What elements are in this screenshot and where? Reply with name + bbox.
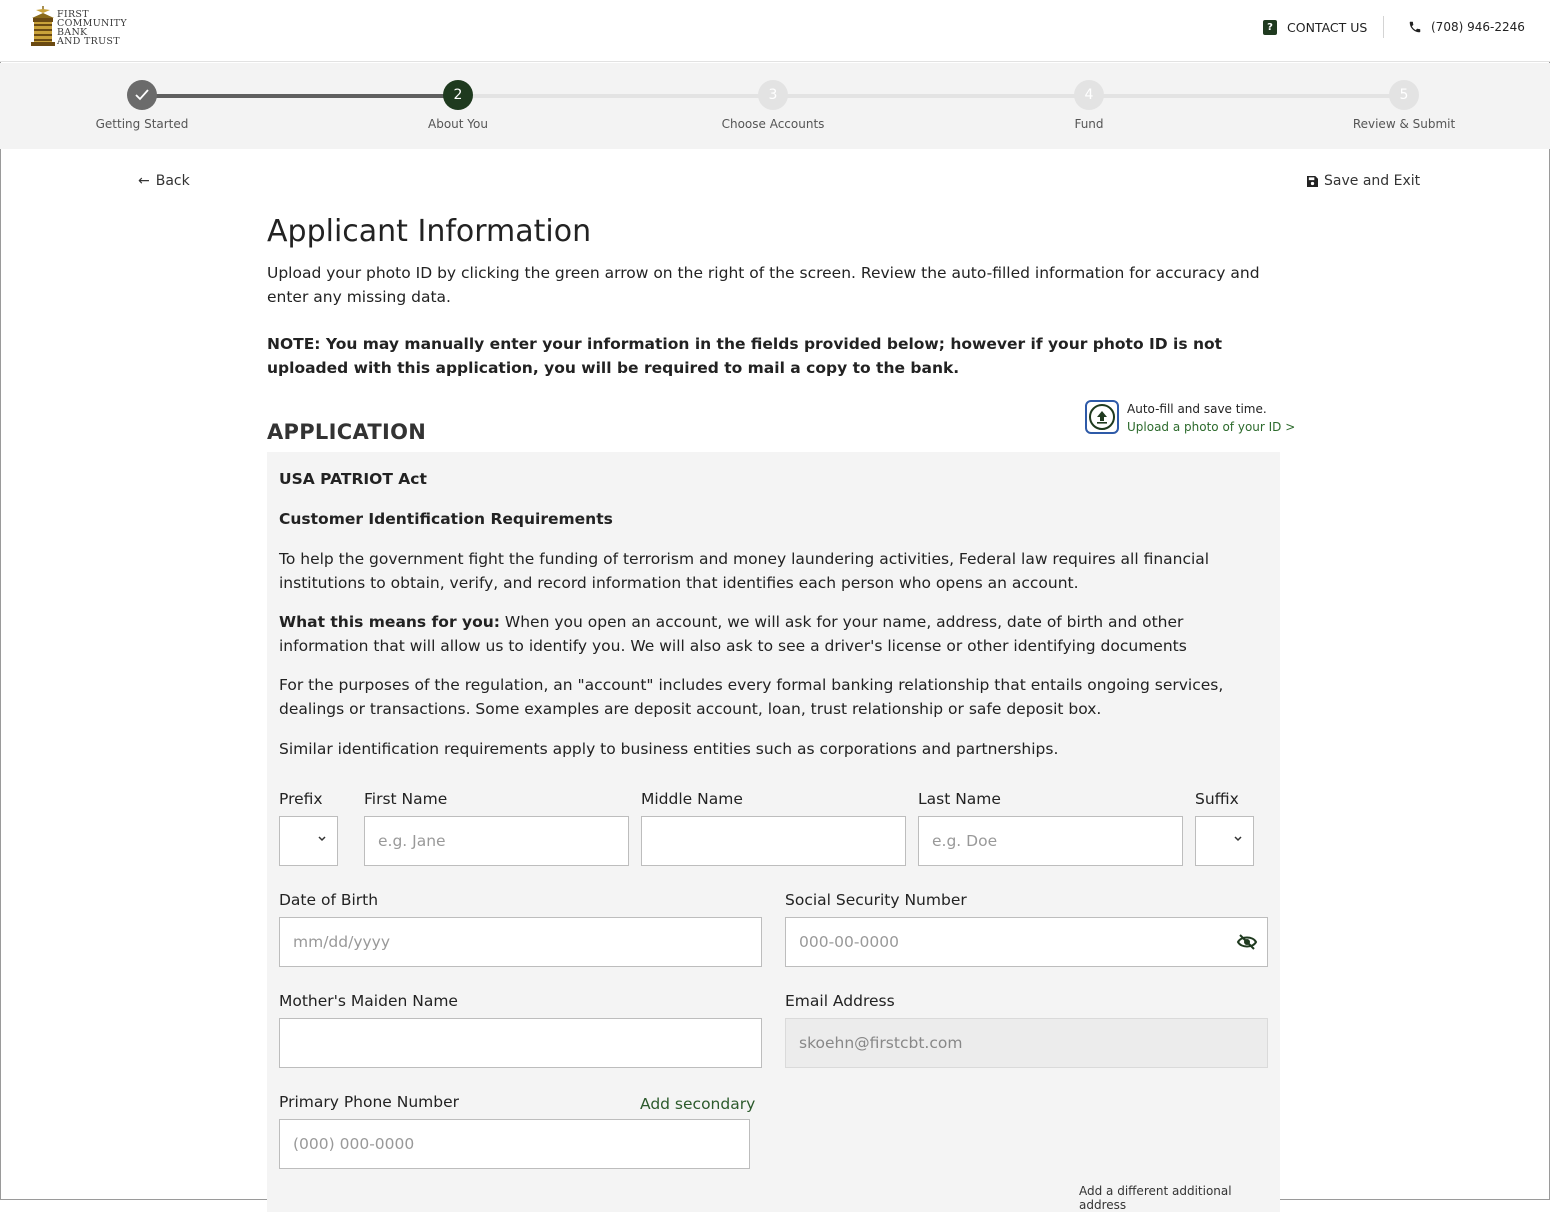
first-name-placeholder: e.g. Jane [378, 832, 446, 850]
step-2-label: About You [428, 117, 488, 131]
step-2-dot [443, 80, 473, 110]
arrow-left-icon: ← [138, 173, 150, 189]
save-and-exit-button[interactable] [1307, 173, 1420, 189]
patriot-paragraph-2 [279, 610, 1274, 658]
save-and-exit-label: Save and Exit [1324, 173, 1421, 189]
add-additional-address-link[interactable]: Add a different additional address [1079, 1184, 1232, 1212]
autofill-text [1127, 400, 1295, 436]
first-name-label: First Name [364, 790, 448, 808]
email-value: skoehn@firstcbt.com [799, 1034, 963, 1052]
page-title: Applicant Information [267, 214, 592, 249]
patriot-paragraph-1: To help the government fight the funding of terrorism and money laundering activities, Federal law requires all financial institutions to obtain, verify, and record information that identifies each person who opens an account. [279, 550, 1210, 592]
step-3-label: Choose Accounts [721, 117, 825, 131]
last-name-label: Last Name [918, 790, 1001, 808]
step-2-number: 2 [453, 87, 463, 103]
primary-phone-placeholder: (000) 000-0000 [293, 1135, 415, 1153]
step-4-dot [1074, 80, 1104, 110]
first-name-input[interactable] [364, 816, 629, 866]
application-panel [267, 452, 1280, 1212]
phone-number: (708) 946-2246 [1431, 20, 1525, 34]
maiden-name-input[interactable] [279, 1018, 762, 1068]
logo-line-4: AND TRUST [57, 36, 120, 47]
site-header [0, 0, 1550, 62]
logo-line-2: COMMUNITY [57, 18, 127, 29]
step-3-number: 3 [768, 87, 778, 103]
prefix-select[interactable] [279, 816, 338, 866]
step-5-dot [1389, 80, 1419, 110]
autofill-upload[interactable] [1085, 400, 1295, 436]
prefix-label: Prefix [279, 790, 323, 808]
phone-label: Primary Phone Number [279, 1093, 460, 1111]
back-label: Back [155, 173, 190, 189]
logo-line-3: BANK [57, 27, 88, 38]
step-5-number: 5 [1399, 87, 1409, 103]
suffix-label: Suffix [1195, 790, 1239, 808]
dob-input[interactable] [279, 917, 762, 967]
patriot-act-title: USA PATRIOT Act [279, 470, 427, 488]
ssn-input[interactable] [785, 917, 1268, 967]
step-4-label: Fund [1074, 117, 1104, 131]
application-heading: APPLICATION [267, 420, 427, 444]
step-3-dot [758, 80, 788, 110]
stepper-track-remaining [458, 94, 1404, 98]
back-button[interactable] [138, 173, 190, 189]
ssn-placeholder: 000-00-0000 [799, 933, 899, 951]
chevron-down-icon [317, 835, 327, 843]
upload-arrow-icon [1089, 404, 1115, 430]
paragraph-2-rest: When you open an account, we will ask for your name, address, date of birth and other information that will allow us to identify you. We will also ask to see a driver's license or other identifying documents [279, 613, 1187, 655]
bank-building-icon [30, 6, 56, 48]
dob-placeholder: mm/dd/yyyy [293, 933, 391, 951]
bank-logo-text [57, 10, 127, 46]
dob-label: Date of Birth [279, 891, 379, 909]
primary-phone-input[interactable] [279, 1119, 750, 1169]
chevron-down-icon [1233, 835, 1243, 843]
page-intro: Upload your photo ID by clicking the green arrow on the right of the screen. Review the auto-filled information for accuracy and enter any missing data. [267, 264, 1260, 306]
paragraph-2-bold: What this means for you: [279, 613, 500, 631]
upload-id-button[interactable] [1085, 400, 1119, 434]
check-icon [135, 89, 149, 101]
help-icon: ? [1263, 20, 1277, 35]
autofill-tagline: Auto-fill and save time. [1127, 402, 1267, 416]
logo-line-1: FIRST [57, 9, 89, 20]
floppy-disk-icon [1307, 176, 1318, 187]
cir-title: Customer Identification Requirements [279, 510, 613, 528]
phone-icon [1408, 20, 1422, 34]
upload-photo-id-link[interactable]: Upload a photo of your ID > [1127, 420, 1296, 434]
middle-name-label: Middle Name [641, 790, 743, 808]
page-note: NOTE: You may manually enter your information in the fields provided below; however if your photo ID is not uploaded with this application, you will be required to mail a copy to the bank. [267, 335, 1223, 377]
middle-name-input[interactable] [641, 816, 906, 866]
stepper-track-complete [142, 94, 458, 98]
last-name-input[interactable] [918, 816, 1183, 866]
phone-link[interactable] [1408, 18, 1525, 36]
contact-us-link[interactable] [1263, 18, 1367, 36]
contact-us-label: CONTACT US [1287, 19, 1368, 35]
step-1-dot [127, 80, 157, 110]
step-1-label: Getting Started [95, 117, 189, 131]
step-4-number: 4 [1084, 87, 1094, 103]
maiden-name-label: Mother's Maiden Name [279, 992, 458, 1010]
email-label: Email Address [785, 992, 895, 1010]
header-divider [1383, 16, 1384, 38]
ssn-label: Social Security Number [785, 891, 967, 909]
step-5-label: Review & Submit [1352, 117, 1456, 131]
eye-slash-icon[interactable] [1237, 933, 1257, 951]
email-input [785, 1018, 1268, 1068]
add-secondary-phone-link[interactable]: Add secondary [640, 1095, 756, 1113]
bank-logo[interactable] [30, 6, 140, 52]
last-name-placeholder: e.g. Doe [932, 832, 998, 850]
progress-stepper [0, 63, 1550, 149]
patriot-paragraph-3: For the purposes of the regulation, an "account" includes every formal banking relationship that entails ongoing services, dealings or transactions. Some examples are deposit account, loan, trust relationship or safe deposit box. [279, 676, 1224, 718]
patriot-paragraph-4: Similar identification requirements apply to business entities such as corporations and partnerships. [279, 740, 1059, 758]
suffix-select[interactable] [1195, 816, 1254, 866]
